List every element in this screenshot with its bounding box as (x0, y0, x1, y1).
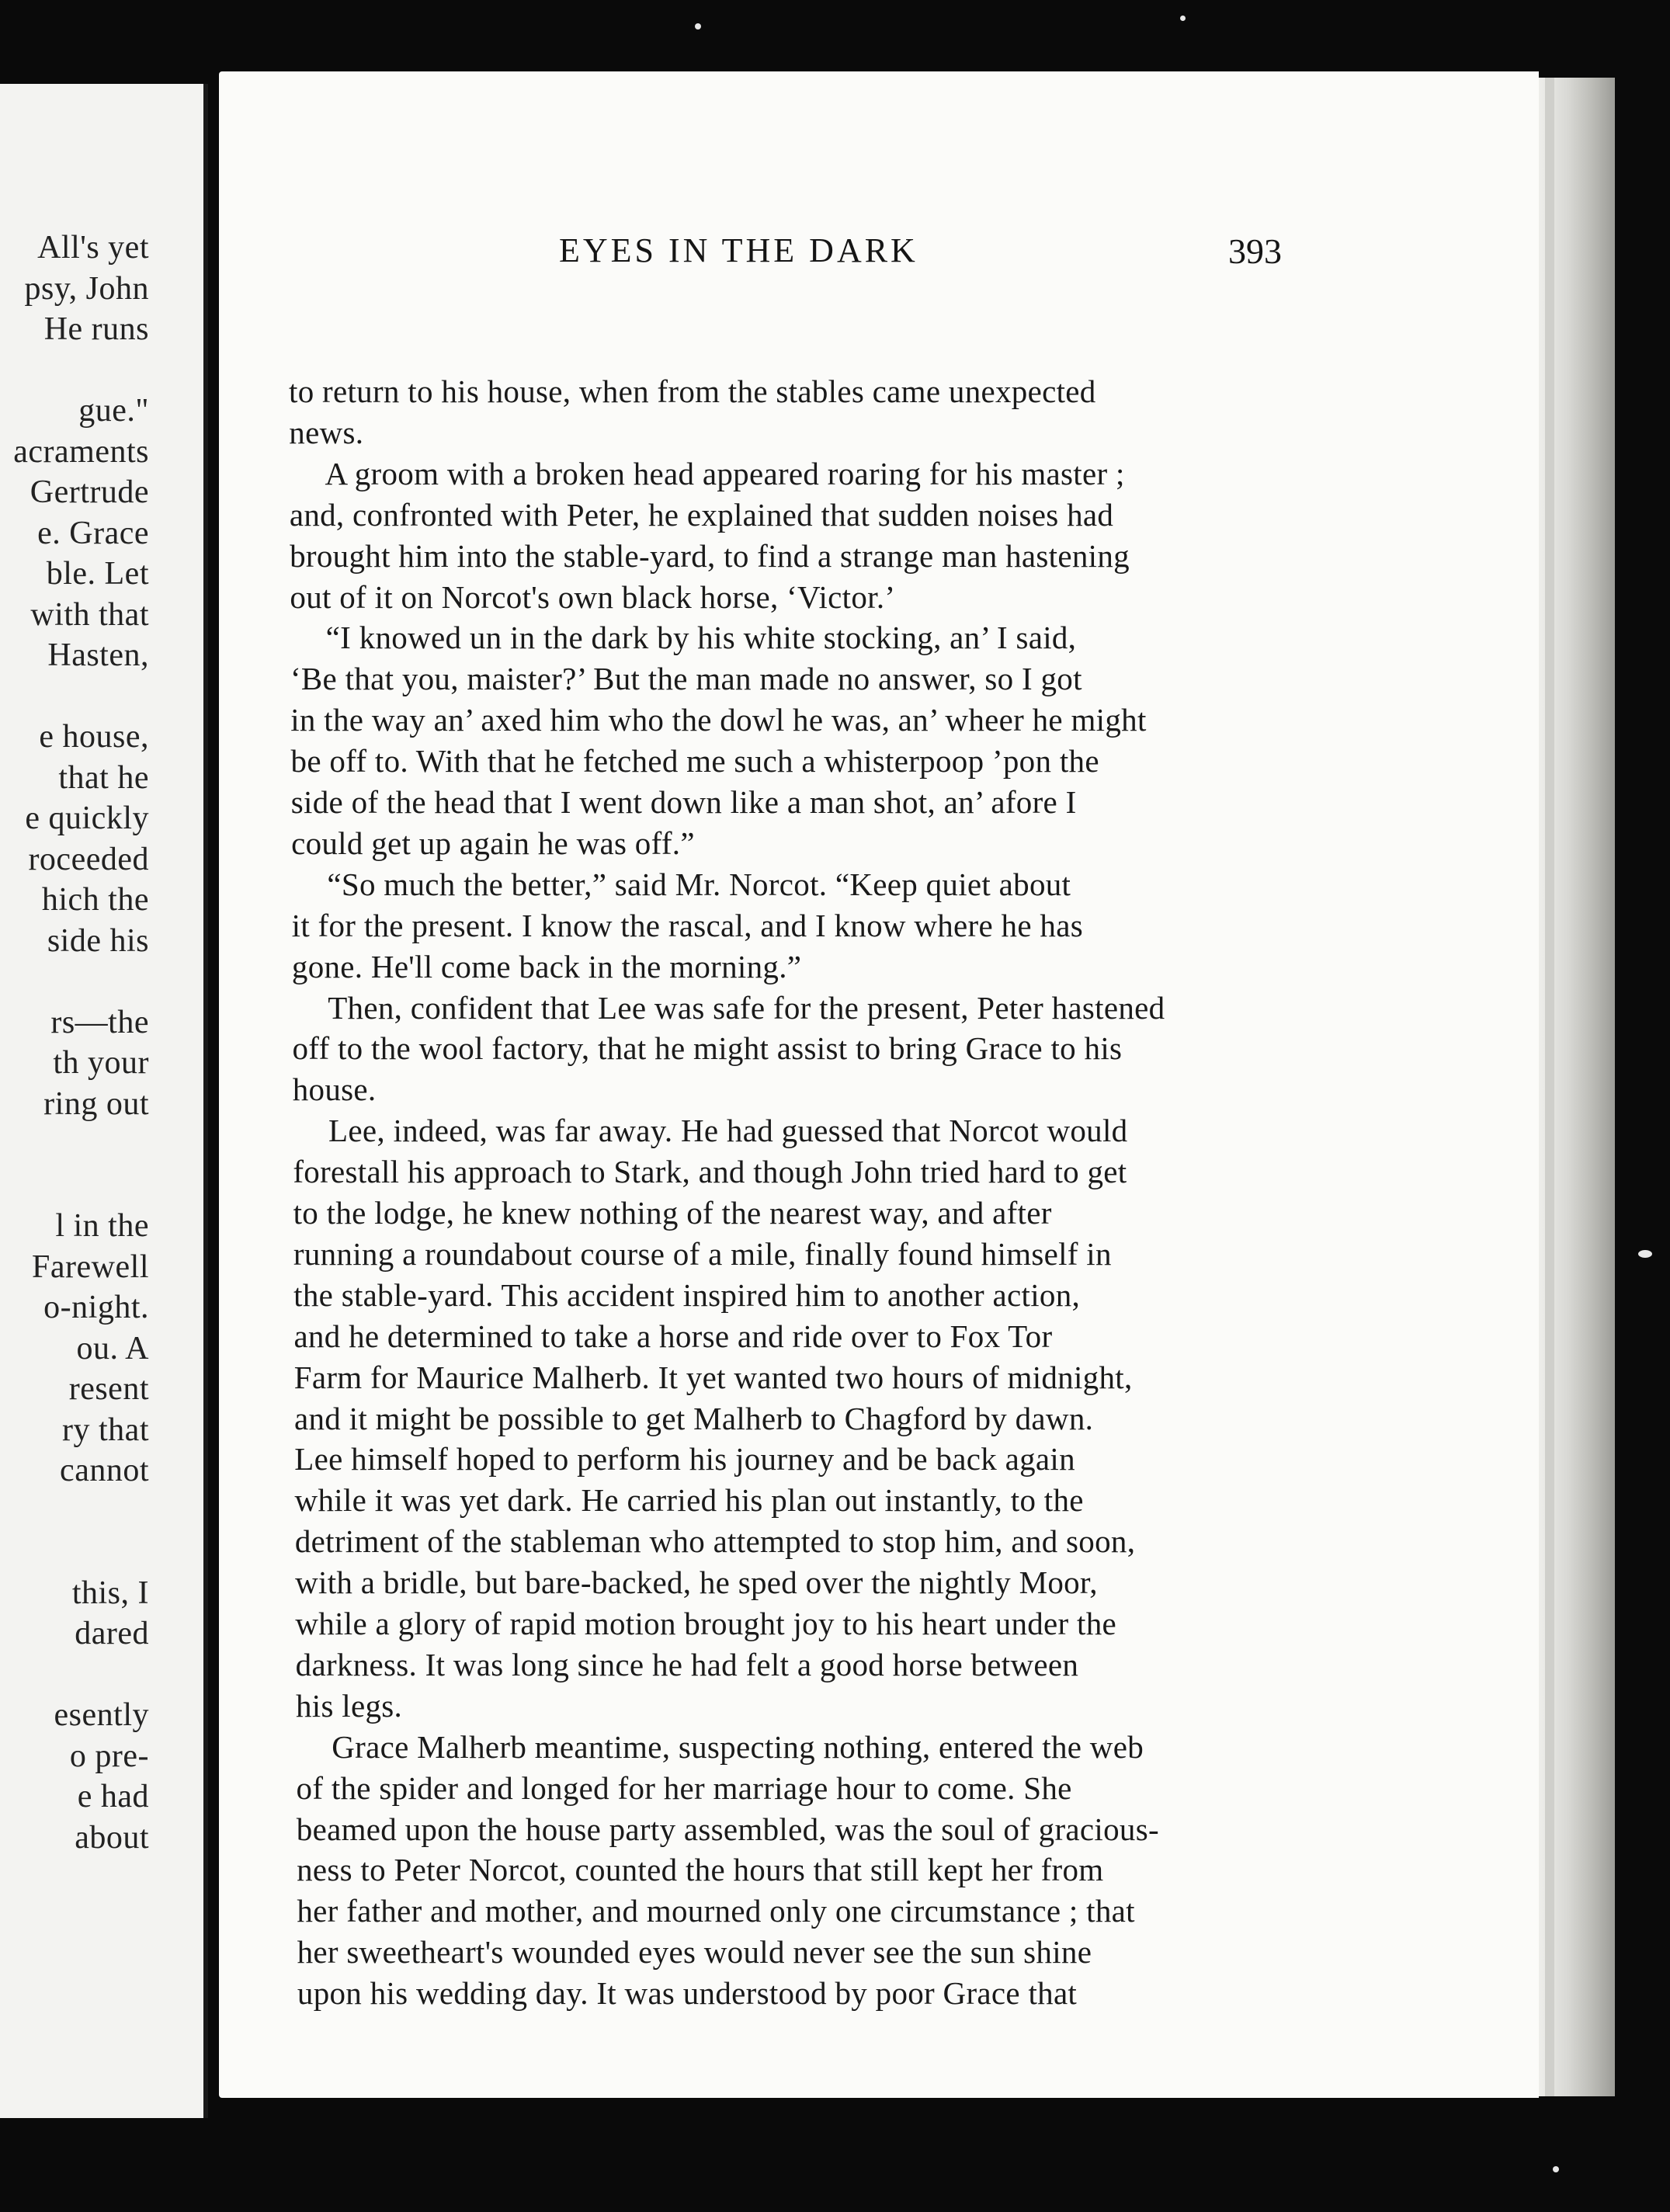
left-page-line: Farewell (32, 1248, 149, 1285)
page-number: 393 (1228, 231, 1282, 271)
text-line: Grace Malherb meantime, suspecting nothing, entered the web (332, 1728, 1144, 1765)
text-line: Lee himself hoped to perform his journey and be back again (294, 1441, 1075, 1478)
page-edge-shadow (1545, 78, 1554, 2096)
text-line: running a roundabout course of a mile, finally found himself in (293, 1235, 1112, 1272)
left-page-line: ou. A (76, 1330, 149, 1366)
text-line: to the lodge, he knew nothing of the nearest way, and after (293, 1195, 1052, 1231)
left-page-line: roceeded (28, 841, 149, 877)
text-line: gone. He'll come back in the morning.” (291, 948, 802, 984)
text-line: off to the wool factory, that he might assist to bring Grace to his (292, 1030, 1123, 1067)
text-line: her sweetheart's wounded eyes would never see the sun shine (297, 1934, 1092, 1971)
text-line: Lee, indeed, was far away. He had guessed that Norcot would (328, 1113, 1128, 1149)
text-line: detriment of the stableman who attempted to stop him, and soon, (294, 1523, 1136, 1560)
left-page-line: that he (58, 759, 149, 796)
text-line: upon his wedding day. It was understood by poor Grace that (297, 1975, 1078, 2012)
text-line: while a glory of rapid motion brought joy to his heart under the (295, 1606, 1117, 1641)
text-line: ness to Peter Norcot, counted the hours that still kept her from (297, 1852, 1104, 1888)
text-line: while it was yet dark. He carried his plan out instantly, to the (294, 1482, 1084, 1519)
text-line: darkness. It was long since he had felt a good horse between (295, 1646, 1079, 1682)
text-line: out of it on Norcot's own black horse, ‘Victor.’ (290, 578, 896, 615)
text-line: house. (292, 1071, 377, 1108)
left-page-line: He runs (43, 311, 149, 347)
right-page (219, 71, 1539, 2098)
text-line: to return to his house, when from the stables came unexpected (289, 373, 1096, 409)
text-line: be off to. With that he fetched me such a whisterpoop ’pon the (290, 743, 1099, 780)
speck (1553, 2166, 1559, 2172)
left-page-line: acraments (13, 433, 149, 470)
left-page-line: rs—the (50, 1004, 149, 1040)
left-page-line: gue." (78, 393, 149, 429)
left-page-line: th your (53, 1045, 149, 1081)
text-line: with a bridle, but bare-backed, he sped over the nightly Moor, (295, 1564, 1098, 1601)
left-page-line: resent (68, 1371, 149, 1407)
left-page-line: l in the (55, 1208, 149, 1244)
left-page-line: hich the (41, 882, 149, 918)
left-page-line: side his (47, 922, 149, 959)
left-page-line: o pre- (69, 1738, 149, 1774)
running-head: EYES IN THE DARK (559, 231, 918, 269)
left-page-line: e. Grace (37, 515, 149, 551)
text-line: forestall his approach to Stark, and though John tried hard to get (293, 1154, 1127, 1190)
text-line: and it might be possible to get Malherb to Chagford by dawn. (294, 1400, 1094, 1436)
text-line: A groom with a broken head appeared roaring for his master ; (325, 455, 1125, 491)
text-line: and, confronted with Peter, he explained that sudden noises had (289, 496, 1114, 533)
left-page-line: e house, (39, 719, 149, 755)
text-line: Farm for Maurice Malherb. It yet wanted two hours of midnight, (293, 1359, 1133, 1395)
text-line: brought him into the stable-yard, to find a strange man hastening (290, 537, 1130, 574)
left-page-line: cannot (60, 1453, 149, 1488)
speck (695, 23, 701, 30)
left-page-line: ring out (43, 1085, 149, 1122)
text-line: in the way an’ axed him who the dowl he was, an’ wheer he might (290, 702, 1147, 738)
text-line: “So much the better,” said Mr. Norcot. “Keep quiet about (327, 866, 1071, 902)
text-line: could get up again he was off.” (291, 825, 695, 861)
left-page-line: ry that (62, 1412, 149, 1448)
left-page (0, 84, 208, 2118)
text-line: side of the head that I went down like a man shot, an’ afore I (290, 784, 1077, 820)
left-page-line: o-night. (43, 1290, 149, 1325)
text-line: his legs. (295, 1687, 403, 1724)
text-line: Then, confident that Lee was safe for the present, Peter hastened (328, 989, 1165, 1026)
left-page-line: Gertrude (30, 474, 149, 510)
text-line: the stable-yard. This accident inspired him to another action, (293, 1276, 1081, 1313)
left-page-line: dared (75, 1616, 149, 1651)
left-page-line: with that (30, 596, 149, 633)
left-page-line: about (75, 1819, 149, 1856)
text-line: it for the present. I know the rascal, and I know where he has (291, 907, 1083, 943)
text-line: her father and mother, and mourned only one circumstance ; that (297, 1893, 1135, 1929)
page-header (219, 231, 1539, 277)
left-page-line: ble. Let (46, 556, 149, 592)
speck (1638, 1250, 1652, 1258)
text-line: “I knowed un in the dark by his white stocking, an’ I said, (325, 620, 1077, 656)
left-page-line: All's yet (37, 230, 149, 266)
text-line: ‘Be that you, maister?’ But the man made no answer, so I got (290, 661, 1082, 697)
text-line: news. (289, 414, 364, 450)
left-page-line: Hasten, (47, 637, 149, 673)
text-line: beamed upon the house party assembled, was the soul of gracious- (296, 1811, 1159, 1847)
left-page-line: this, I (71, 1575, 149, 1611)
left-page-line: psy, John (24, 270, 149, 307)
left-page-line: e quickly (25, 800, 149, 836)
text-line: of the spider and longed for her marriage hour to come. She (296, 1769, 1072, 1806)
text-line: and he determined to take a horse and ride over to Fox Tor (293, 1318, 1053, 1354)
speck (1180, 16, 1186, 21)
left-page-line: e had (77, 1779, 149, 1814)
left-page-line: esently (54, 1697, 149, 1733)
